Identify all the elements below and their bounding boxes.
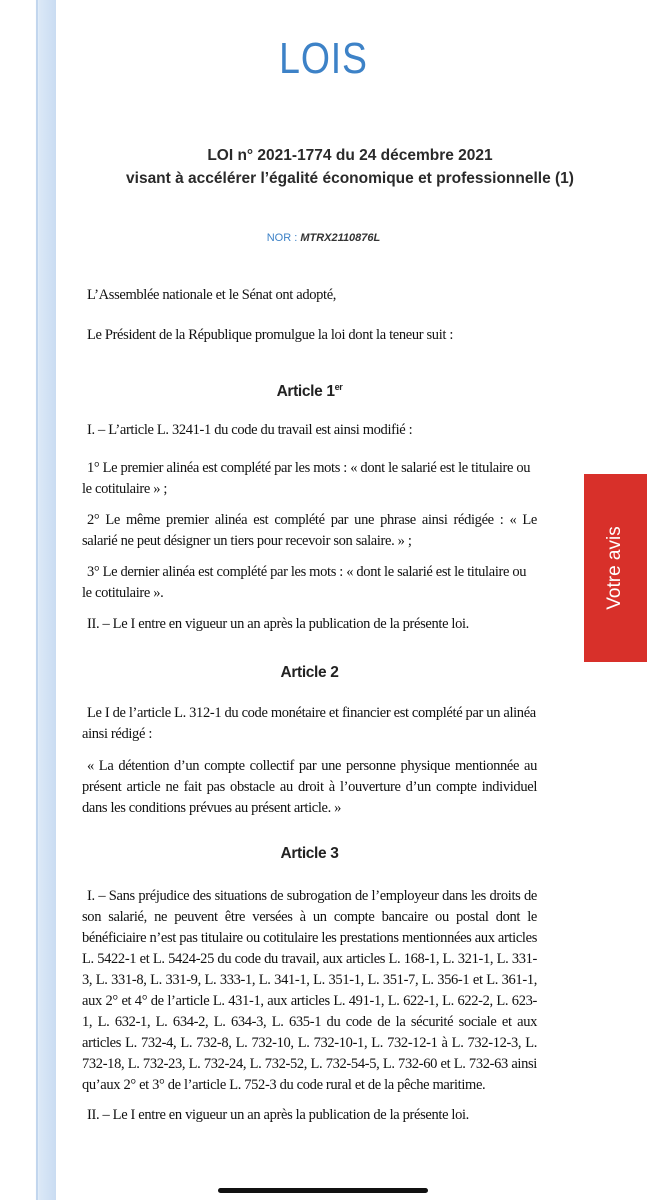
intro-paragraph: L’Assemblée nationale et le Sénat ont adopté, (87, 287, 337, 303)
law-body (82, 285, 537, 1126)
feedback-button[interactable] (584, 474, 647, 662)
article-1-title: Article 1er (276, 382, 343, 401)
article-2-paragraph: Le I de l’article L. 312-1 du code monétaire et financier est complété par un alinéa ainsi rédigé : (82, 705, 536, 743)
feedback-button-label: Votre avis (604, 526, 625, 610)
nor-value: MTRX2110876L (300, 232, 381, 244)
article-3-paragraph: II. – Le I entre en vigueur un an après la publication de la présente loi. (87, 1107, 469, 1124)
intro-paragraph: Le Président de la République promulgue la loi dont la teneur suit : (87, 327, 454, 343)
article-1-paragraph: 1° Le premier alinéa est complété par les mots : « dont le salarié est le titulaire ou le cotitulaire » ; (82, 460, 531, 498)
article-1-paragraph: I. – L’article L. 3241-1 du code du travail est ainsi modifié : (87, 422, 413, 439)
article-2-title: Article 2 (280, 664, 339, 682)
article-1-paragraph: 2° Le même premier alinéa est complété par une phrase ainsi rédigée : « Le salarié ne peut désigner un tiers pour recevoir son salaire. » ; (82, 512, 537, 550)
law-heading (60, 144, 640, 190)
article-1-paragraph: II. – Le I entre en vigueur un an après la publication de la présente loi. (87, 616, 469, 633)
article-3-title: Article 3 (280, 845, 339, 863)
law-title: LOI n° 2021-1774 du 24 décembre 2021 (207, 147, 493, 164)
article-3-paragraph: I. – Sans préjudice des situations de subrogation de l’employeur dans les droits de son salarié, ne peuvent être versées à un compte bancaire ou postal dont le bénéficiaire n’est pas titulaire ou cotitulaire les prestations mentionnées aux articles L. 5422-1 et L. 5424-25 du code du travail, aux articles L. 168-1, L. 321-1, L. 331-3, L. 331-8, L. 331-9, L. 333-1, L. 341-1, L. 351-1, L. 351-7, L. 356-1 et L. 361-1, aux 2° et 4° de l’article L. 431-1, aux articles L. 491-1, L. 622-1, L. 622-2, L. 623-1, L. 632-1, L. 634-2, L. 634-3, L. 635-1 du code de la sécurité sociale et aux articles L. 732-4, L. 732-8, L. 732-10, L. 732-10-1, L. 732-12-1 à L. 732-12-3, L. 732-18, L. 732-23, L. 732-24, L. 732-52, L. 732-54-5, L. 732-60 et L. 732-63 ainsi qu’aux 2° et 3° de l’article L. 752-3 du code rural et de la pêche maritime. (82, 888, 537, 1094)
article-1-paragraph: 3° Le dernier alinéa est complété par les mots : « dont le salarié est le titulaire ou le cotitulaire ». (82, 564, 527, 602)
nor-label: NOR : (266, 232, 298, 244)
section-title: LOIS (279, 34, 368, 83)
left-margin-rule (36, 0, 38, 1200)
article-2-paragraph: « La détention d’un compte collectif par une personne physique mentionnée au présent article ne fait pas obstacle au droit à l’ouverture d’un compte individuel dans les conditions prévues au présent article. » (82, 758, 537, 817)
law-subtitle: visant à accélérer l’égalité économique et professionnelle (1) (126, 170, 574, 187)
nor-reference (0, 232, 647, 244)
left-margin-rail (30, 0, 56, 1200)
home-indicator[interactable] (218, 1188, 428, 1193)
